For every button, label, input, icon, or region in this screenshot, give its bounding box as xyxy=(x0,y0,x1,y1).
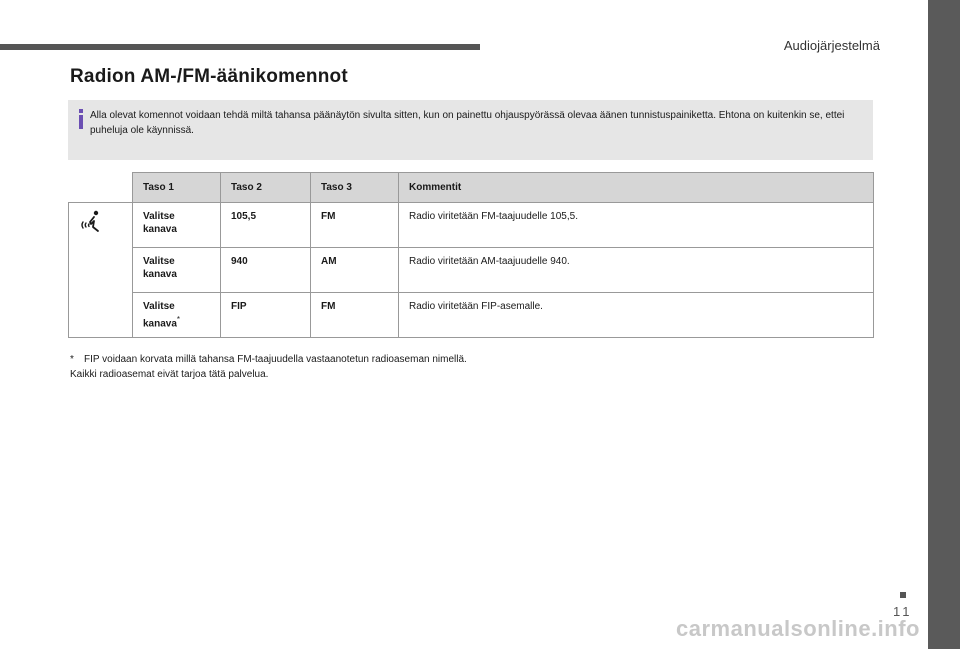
corner-mark xyxy=(900,592,906,598)
icon-cell xyxy=(69,203,133,338)
section-header: Audiojärjestelmä xyxy=(783,38,880,53)
watermark: carmanualsonline.info xyxy=(676,616,920,641)
voice-command-table xyxy=(68,172,874,338)
column-header-comments: Kommentit xyxy=(399,173,874,203)
cell-level3: FM xyxy=(311,203,399,248)
cell-level2: 105,5 xyxy=(221,203,311,248)
column-header-level1: Taso 1 xyxy=(133,173,221,203)
cell-level1-line2: kanava xyxy=(143,318,177,330)
right-side-band xyxy=(928,0,960,649)
footnote xyxy=(70,352,467,382)
voice-command-icon xyxy=(79,210,105,234)
page-number: 11 xyxy=(893,604,913,619)
footnote-line2: Kaikki radioasemat eivät tarjoa tätä palvelua. xyxy=(70,369,269,380)
cell-level1: Valitse kanava xyxy=(133,248,221,293)
cell-comment: Radio viritetään AM-taajuudelle 940. xyxy=(399,248,874,293)
cell-level3: AM xyxy=(311,248,399,293)
cell-level2: FIP xyxy=(221,293,311,338)
cell-level2: 940 xyxy=(221,248,311,293)
page-title: Radion AM-/FM-äänikomennot xyxy=(70,66,348,87)
footnote-line1: FIP voidaan korvata millä tahansa FM-taajuudella vastaanotetun radioaseman nimellä. xyxy=(84,354,467,365)
info-icon xyxy=(75,109,87,129)
cell-level3: FM xyxy=(311,293,399,338)
cell-comment: Radio viritetään FIP-asemalle. xyxy=(399,293,874,338)
table-row xyxy=(69,203,874,248)
table-header-row xyxy=(69,173,874,203)
info-text: Alla olevat komennot voidaan tehdä miltä tahansa päänäytön sivulta sitten, kun on painettu ohjauspyörässä olevaa äänen tunnistuspainiketta. Ehtona on kuitenkin se, ettei puheluja ole käynnissä. xyxy=(90,110,845,136)
column-header-level2: Taso 2 xyxy=(221,173,311,203)
column-header-level3: Taso 3 xyxy=(311,173,399,203)
table-row xyxy=(69,293,874,338)
cell-level1 xyxy=(133,293,221,338)
info-box xyxy=(68,100,873,160)
footnote-reference: * xyxy=(176,315,181,324)
cell-comment: Radio viritetään FM-taajuudelle 105,5. xyxy=(399,203,874,248)
cell-level1-line1: Valitse xyxy=(143,301,175,312)
footnote-mark: * xyxy=(70,354,74,365)
table-header-empty xyxy=(69,173,133,203)
table-row xyxy=(69,248,874,293)
header-rule xyxy=(0,44,480,50)
cell-level1: Valitse kanava xyxy=(133,203,221,248)
